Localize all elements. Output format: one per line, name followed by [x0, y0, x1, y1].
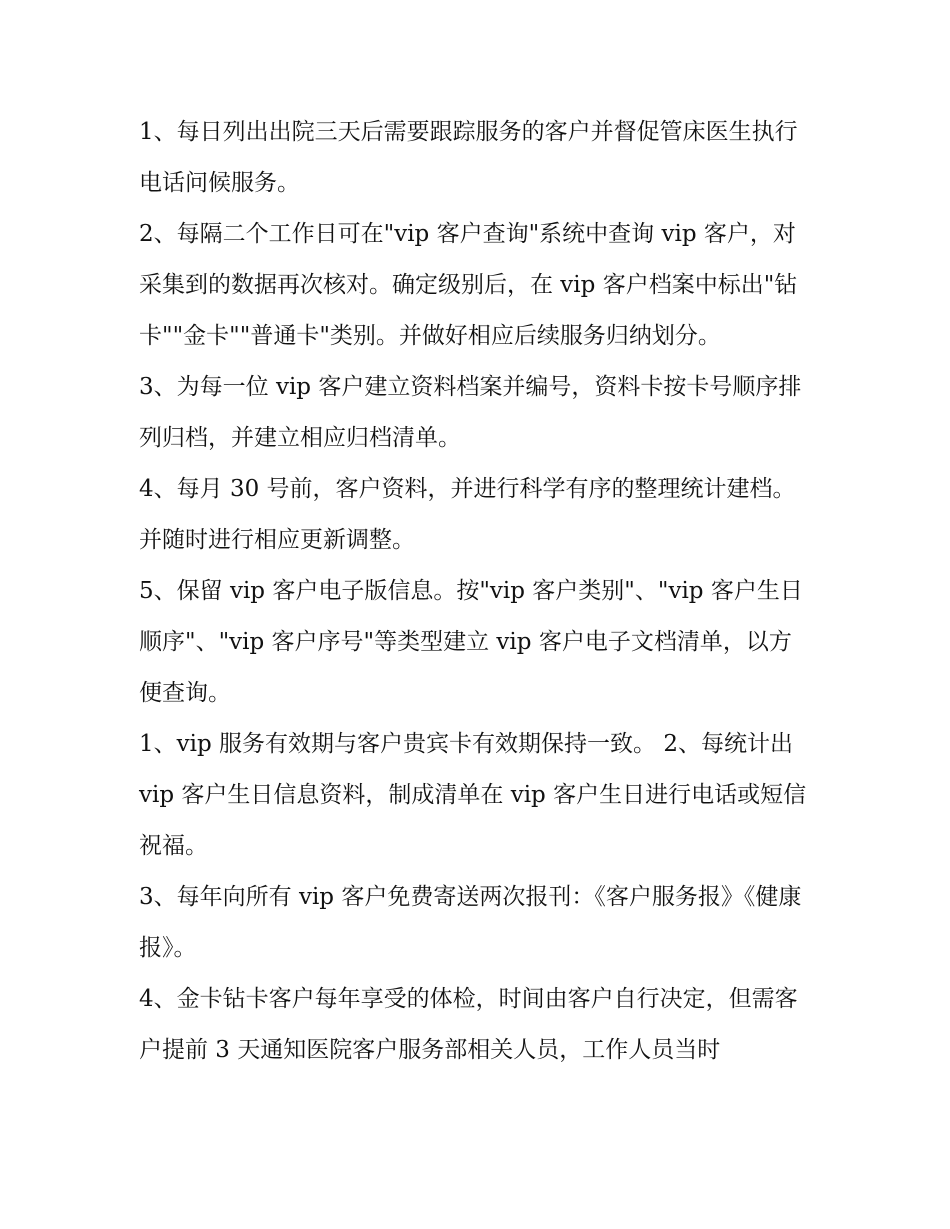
paragraph-2: 2、每隔二个工作日可在"vip 客户查询"系统中查询 vip 客户，对采集到的数据再次核对。确定级别后，在 vip 客户档案中标出"钻卡""金卡""普通卡"类别。并做好相应后续服务归纳划分。: [139, 221, 798, 349]
paragraph-5: 5、保留 vip 客户电子版信息。按"vip 客户类别"、"vip 客户生日顺序"、"vip 客户序号"等类型建立 vip 客户电子文档清单，以方便查询。: [139, 578, 803, 706]
paragraph-7: 3、每年向所有 vip 客户免费寄送两次报刊：《客户服务报》《健康报》。: [139, 884, 802, 961]
paragraph-3: 3、为每一位 vip 客户建立资料档案并编号，资料卡按卡号顺序排列归档，并建立相应归档清单。: [139, 374, 802, 451]
paragraph-1: 1、每日列出出院三天后需要跟踪服务的客户并督促管床医生执行电话问候服务。: [139, 119, 798, 196]
paragraph-8: 4、金卡钻卡客户每年享受的体检，时间由客户自行决定，但需客户提前 3 天通知医院客户服务部相关人员，工作人员当时: [139, 986, 798, 1063]
paragraph-6: 1、vip 服务有效期与客户贵宾卡有效期保持一致。 2、每统计出 vip 客户生日信息资料，制成清单在 vip 客户生日进行电话或短信祝福。: [139, 731, 807, 859]
document-body: [139, 107, 811, 1076]
paragraph-4: 4、每月 30 号前，客户资料，并进行科学有序的整理统计建档。并随时进行相应更新调整。: [139, 476, 796, 553]
